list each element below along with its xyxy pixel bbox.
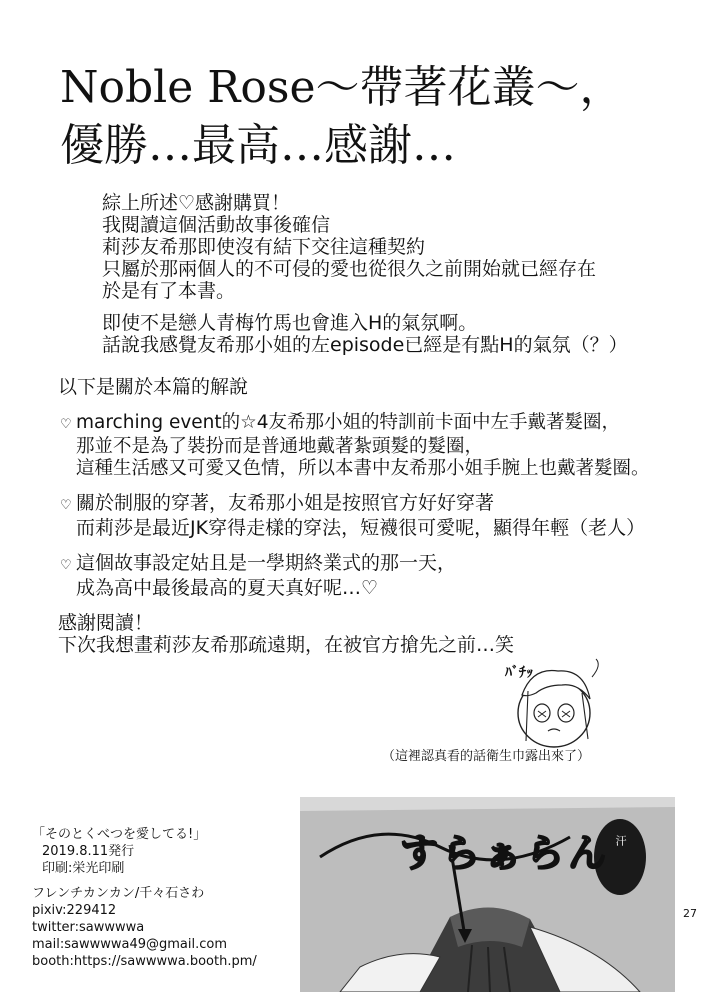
title-line-2: 優勝…最高…感謝… [60, 120, 456, 171]
mail-address: mail:sawwwwa49@gmail.com [32, 937, 228, 952]
note-line: 成為高中最後最高的夏天真好呢…♡ [76, 577, 379, 599]
aside-line: 話說我感覺友希那小姐的左episode已經是有點H的氣氛（？） [102, 334, 628, 356]
colophon-title: 「そのとくべつを愛してる!」 [32, 827, 207, 842]
note-1 [60, 412, 650, 480]
intro-line: 莉莎友希那即使沒有結下交往這種契約 [102, 236, 426, 258]
intro-line: 綜上所述♡感謝購買！ [102, 192, 291, 214]
pixiv-id: pixiv:229412 [32, 903, 117, 918]
closing-paragraph [58, 612, 514, 656]
heart-icon: ♡ [60, 498, 72, 513]
closing-line: 感謝閱讀！ [58, 612, 154, 634]
colophon-printer: 印刷:栄光印刷 [42, 861, 125, 876]
sfx-big: すらぁらん [400, 831, 611, 875]
note-2 [60, 492, 646, 539]
note-line: 關於制服的穿著，友希那小姐是按照官方好好穿著 [76, 492, 495, 514]
speech-bubble-text: 汗 [614, 835, 627, 846]
commentary-heading: 以下是關於本篇的解說 [58, 376, 249, 398]
colophon-contact [32, 885, 257, 970]
page-number: 27 [683, 907, 697, 920]
twitter-handle: twitter:sawwwwa [32, 920, 145, 935]
note-line: marching event的☆4友希那小姐的特訓前卡面中左手戴著髮圈， [76, 412, 620, 433]
heart-icon: ♡ [60, 558, 72, 573]
aside-line: 即使不是戀人青梅竹馬也會進入H的氣氛啊。 [102, 312, 478, 334]
intro-paragraph [102, 192, 596, 302]
note-line: 那並不是為了裝扮而是普通地戴著紮頭髮的髮圈， [76, 436, 484, 457]
closing-line: 下次我想畫莉莎友希那疏遠期，在被官方搶先之前…笑 [58, 634, 515, 656]
note-line: 這種生活感又可愛又色情，所以本書中友希那小姐手腕上也戴著髮圈。 [76, 458, 650, 479]
circle-name: フレンチカンカン/千々石さわ [32, 886, 205, 901]
colophon-date: 2019.8.11発行 [42, 844, 135, 859]
title-line-1: Noble Rose～帶著花叢～， [60, 62, 624, 113]
illustration-caption: （這裡認真看的話衛生巾露出來了） [382, 749, 591, 764]
intro-line: 我閱讀這個活動故事後確信 [102, 214, 331, 236]
booth-link: booth:https://sawwwwa.booth.pm/ [32, 954, 257, 969]
note-line: 這個故事設定姑且是一學期終業式的那一天， [76, 552, 457, 574]
note-3 [60, 552, 457, 599]
sfx-small: ﾊﾞﾁｯ [505, 665, 533, 681]
heart-icon: ♡ [60, 417, 72, 432]
colophon-book [32, 826, 206, 877]
intro-line: 於是有了本書。 [102, 280, 236, 302]
intro-line: 只屬於那兩個人的不可侵的愛也從很久之前開始就已經存在 [102, 258, 597, 280]
note-line: 而莉莎是最近JK穿得走樣的穿法，短襪很可愛呢，顯得年輕（老人） [76, 517, 646, 539]
aside-paragraph [102, 312, 628, 356]
